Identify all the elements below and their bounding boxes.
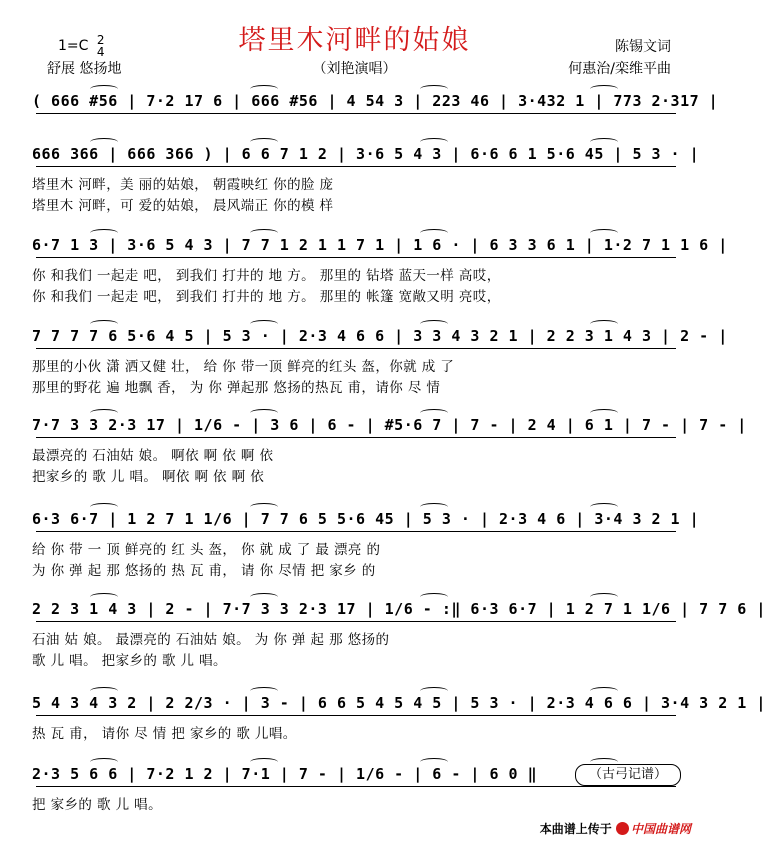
beam-line [36, 786, 676, 787]
slur-mark [90, 409, 118, 417]
time-bottom: 4 [96, 45, 105, 59]
lyric-verse-1: 塔里木 河畔，美 丽的姑娘， 朝霞映红 你的脸 庞 [32, 177, 334, 193]
beam-line [36, 715, 676, 716]
slur-mark [420, 593, 448, 601]
slur-mark [420, 409, 448, 417]
slur-mark [90, 758, 118, 766]
lyric-verse-2: 为 你 弹 起 那 悠扬的 热 瓦 甫， 请 你 尽情 把 家乡 的 [32, 563, 376, 579]
beam-line [36, 113, 676, 114]
slur-mark [420, 320, 448, 328]
slur-mark [590, 409, 618, 417]
lyric-verse-1: 那里的小伙 潇 洒又健 壮， 给 你 带一顶 鲜亮的红头 盔，你就 成 了 [32, 359, 455, 375]
lyric-verse-1: 石油 姑 娘。 最漂亮的 石油姑 娘。 为 你 弹 起 那 悠扬的 [32, 632, 390, 648]
slur-mark [420, 229, 448, 237]
slur-mark [250, 758, 278, 766]
beam-line [36, 348, 676, 349]
notation-line-3: 6·7 1 3 | 3·6 5 4 3 | 7 7 1 2 1 1 7 1 | 1 6 · | 6 3 3 6 1 | 1·2 7 1 1 6 | [32, 236, 728, 254]
lyric-verse-2: 那里的野花 遍 地飘 香， 为 你 弹起那 悠扬的热瓦 甫，请你 尽 情 [32, 380, 441, 396]
lyric-verse-1: 给 你 带 一 顶 鲜亮的 红 头 盔， 你 就 成 了 最 漂亮 的 [32, 542, 381, 558]
notation-line-1: ( 666 #56 | 7·2 17 6 | 666 #56 | 4 54 3 | 223 46 | 3·432 1 | 773 2·317 | [32, 92, 719, 110]
slur-mark [90, 138, 118, 146]
slur-mark [250, 229, 278, 237]
slur-mark [590, 229, 618, 237]
slur-mark [90, 593, 118, 601]
footer [540, 820, 691, 837]
song-title: 塔里木河畔的姑娘 [238, 25, 471, 56]
key-label: 1=C [58, 38, 89, 54]
beam-line [36, 531, 676, 532]
notation-line-5: 7·7 3 3 2·3 17 | 1/6 - | 3 6 | 6 - | #5·6 7 | 7 - | 2 4 | 6 1 | 7 - | 7 - | [32, 416, 747, 434]
lyric-verse-2: 你 和我们 一起走 吧， 到我们 打井的 地 方。 那里的 帐篷 宽敞又明 亮哎， [32, 289, 501, 305]
slur-mark [250, 138, 278, 146]
lyric-verse-2: 塔里木 河畔，可 爱的姑娘， 晨风端正 你的模 样 [32, 198, 334, 214]
key-signature [58, 34, 105, 58]
lyric-verse-2: 把家乡的 歌 儿 唱。 啊依 啊 依 啊 依 [32, 469, 265, 485]
beam-line [36, 621, 676, 622]
transcriber-note: （古弓记谱） [575, 764, 681, 786]
composer-credit: 何惠治/栾维平曲 [568, 61, 671, 77]
slur-mark [590, 320, 618, 328]
slur-mark [250, 320, 278, 328]
slur-mark [90, 687, 118, 695]
slur-mark [590, 138, 618, 146]
slur-mark [420, 85, 448, 93]
slur-mark [90, 320, 118, 328]
beam-line [36, 437, 676, 438]
site-logo-icon [616, 822, 629, 835]
slur-mark [590, 593, 618, 601]
notation-line-4: 7 7 7 7 6 5·6 4 5 | 5 3 · | 2·3 4 6 6 | 3 3 4 3 2 1 | 2 2 3 1 4 3 | 2 - | [32, 327, 728, 345]
notation-line-6: 6·3 6·7 | 1 2 7 1 1/6 | 7 7 6 5 5·6 45 | 5 3 · | 2·3 4 6 | 3·4 3 2 1 | [32, 510, 700, 528]
slur-mark [590, 85, 618, 93]
notation-line-9: 2·3 5 6 6 | 7·2 1 2 | 7·1 | 7 - | 1/6 - | 6 - | 6 0 ‖ [32, 765, 538, 783]
slur-mark [250, 85, 278, 93]
slur-mark [420, 138, 448, 146]
slur-mark [590, 687, 618, 695]
slur-mark [420, 687, 448, 695]
notation-line-2: 666 366 | 666 366 ) | 6 6 7 1 2 | 3·6 5 4 3 | 6·6 6 1 5·6 45 | 5 3 · | [32, 145, 700, 163]
slur-mark [420, 503, 448, 511]
site-name[interactable]: 中国曲谱网 [630, 822, 691, 836]
slur-mark [250, 593, 278, 601]
time-top: 2 [96, 33, 105, 47]
lyric-verse-1: 把 家乡的 歌 儿 唱。 [32, 797, 162, 813]
lyric-verse-1: 热 瓦 甫， 请你 尽 情 把 家乡的 歌 儿唱。 [32, 726, 297, 742]
lyricist-credit: 陈锡文词 [615, 39, 671, 55]
notation-line-8: 5 4 3 4 3 2 | 2 2/3 · | 3 - | 6 6 5 4 5 4 5 | 5 3 · | 2·3 4 6 6 | 3·4 3 2 1 | [32, 694, 766, 712]
slur-mark [90, 503, 118, 511]
lyric-verse-1: 你 和我们 一起走 吧， 到我们 打井的 地 方。 那里的 钻塔 蓝天一样 高哎， [32, 268, 501, 284]
lyric-verse-2: 歌 儿 唱。 把家乡的 歌 儿 唱。 [32, 653, 227, 669]
slur-mark [590, 503, 618, 511]
tempo-marking: 舒展 悠扬地 [47, 61, 122, 77]
beam-line [36, 166, 676, 167]
notation-line-7: 2 2 3 1 4 3 | 2 - | 7·7 3 3 2·3 17 | 1/6 - :‖ 6·3 6·7 | 1 2 7 1 1/6 | 7 7 6 | [32, 600, 766, 618]
slur-mark [250, 503, 278, 511]
uploaded-label: 本曲谱上传于 [539, 822, 612, 836]
beam-line [36, 257, 676, 258]
singer-credit: （刘艳演唱） [312, 61, 397, 77]
lyric-verse-1: 最漂亮的 石油姑 娘。 啊依 啊 依 啊 依 [32, 448, 274, 464]
slur-mark [90, 85, 118, 93]
slur-mark [90, 229, 118, 237]
time-signature [97, 34, 105, 58]
slur-mark [250, 687, 278, 695]
slur-mark [250, 409, 278, 417]
slur-mark [420, 758, 448, 766]
